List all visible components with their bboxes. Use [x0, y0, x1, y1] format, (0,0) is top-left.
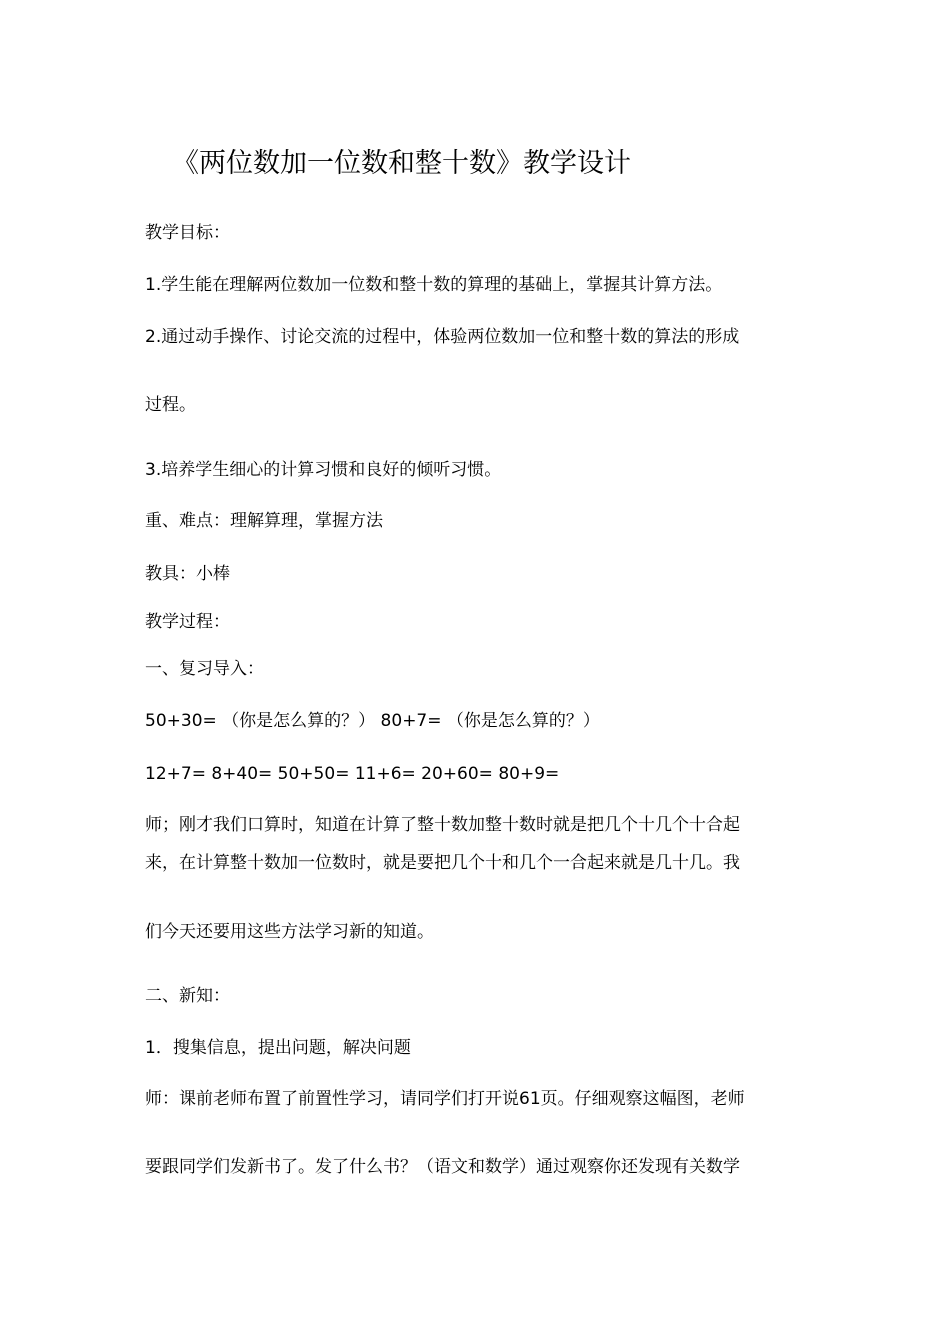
paragraph-goal-2-cont: 过程。: [145, 395, 196, 415]
paragraph-goal-1: 1.学生能在理解两位数加一位数和整十数的算理的基础上，掌握其计算方法。: [145, 275, 723, 295]
paragraph-teaching-aids: 教具：小棒: [145, 564, 230, 584]
paragraph-teacher-remark-3: 们今天还要用这些方法学习新的知道。: [145, 922, 434, 942]
paragraph-teaching-goals-heading: 教学目标：: [145, 223, 230, 243]
review-equations-1: 50+30= （你是怎么算的？） 80+7= （你是怎么算的？）: [145, 711, 600, 731]
paragraph-teacher-intro-1: 师：课前老师布置了前置性学习，请同学们打开说61页。仔细观察这幅图，老师: [145, 1089, 745, 1109]
document-title: 《两位数加一位数和整十数》教学设计: [172, 148, 631, 179]
paragraph-goal-3: 3.培养学生细心的计算习惯和良好的倾听习惯。: [145, 460, 502, 480]
section-review-heading: 一、复习导入：: [145, 659, 264, 679]
paragraph-teacher-remark-2: 来，在计算整十数加一位数时，就是要把几个十和几个一合起来就是几十几。我: [145, 853, 740, 873]
paragraph-teacher-intro-2: 要跟同学们发新书了。发了什么书？（语文和数学）通过观察你还发现有关数学: [145, 1157, 740, 1177]
paragraph-goal-2: 2.通过动手操作、讨论交流的过程中，体验两位数加一位和整十数的算法的形成: [145, 327, 740, 347]
paragraph-process-heading: 教学过程：: [145, 612, 230, 632]
paragraph-key-points: 重、难点：理解算理，掌握方法: [145, 511, 383, 531]
section-new-knowledge-heading: 二、新知：: [145, 986, 230, 1006]
paragraph-teacher-remark-1: 师；刚才我们口算时，知道在计算了整十数加整十数时就是把几个十几个十合起: [145, 815, 740, 835]
subsection-1-heading: 1．搜集信息，提出问题，解决问题: [145, 1038, 411, 1058]
review-equations-2: 12+7= 8+40= 50+50= 11+6= 20+60= 80+9=: [145, 764, 560, 784]
